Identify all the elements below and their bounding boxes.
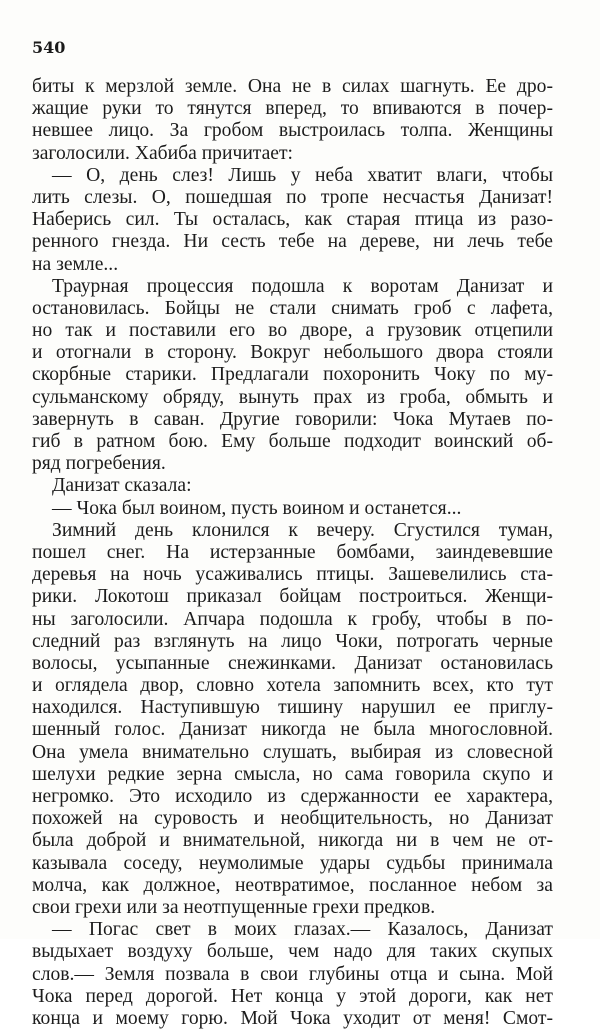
text-line: негромко. Это исходило из сдержанности ее характера, xyxy=(32,786,553,807)
text-line: — Погас свет в моих глазах.— Казалось, Данизат xyxy=(52,919,553,941)
text-line: ренного гнезда. Ни сесть тебе на дереве, ни лечь тебе xyxy=(32,231,553,253)
text-line: но так и поставили его во дворе, а грузовик отцепили xyxy=(32,320,553,342)
text-line: невшее лицо. За гробом выстроилась толпа. Женщины xyxy=(32,120,553,142)
text-line: была доброй и внимательной, никогда ни в чем не от- xyxy=(32,830,553,852)
page-number: 540 xyxy=(32,38,66,57)
text-line: конца и моему горю. Мой Чока уходит от меня! Смот- xyxy=(32,1007,553,1029)
text-line: Зимний день клонился к вечеру. Сгустился туман, xyxy=(52,519,553,541)
text-line: Наберись сил. Ты осталась, как старая птица из разо- xyxy=(32,209,553,231)
text-line: деревья на ночь усаживались птицы. Зашевелились ста- xyxy=(32,564,553,586)
text-line: слов.— Земля позвала в свои глубины отца и сына. Мой xyxy=(32,963,553,985)
text-line: выдыхает воздуху больше, чем надо для таких скупых xyxy=(32,941,553,963)
text-line: ны заголосили. Апчара подошла к гробу, чтобы в по- xyxy=(32,608,553,630)
text-line: — Чока был воином, пусть воином и останется... xyxy=(52,497,462,519)
text-line: на земле... xyxy=(32,253,119,275)
text-line: Чока перед дорогой. Нет конца у этой дороги, как нет xyxy=(32,985,553,1007)
text-line: биты к мерзлой земле. Она не в силах шагнуть. Ее дро- xyxy=(32,76,553,97)
text-line: Она умела внимательно слушать, выбирая из словесной xyxy=(32,741,553,763)
body-text xyxy=(32,76,553,1030)
text-line: шелухи редкие зерна смысла, но сама говорила скупо и xyxy=(32,763,553,785)
text-line: рики. Локотош приказал бойцам построиться. Женщи- xyxy=(32,586,553,608)
text-line: остановилась. Бойцы не стали снимать гроб с лафета, xyxy=(32,297,553,319)
text-line: пошел снег. На истерзанные бомбами, заиндевевшие xyxy=(32,541,553,563)
text-line: ряд погребения. xyxy=(32,453,166,475)
text-line: заголосили. Хабиба причитает: xyxy=(32,142,294,164)
text-line: — О, день слез! Лишь у неба хватит влаги, чтобы xyxy=(52,164,553,186)
text-line: казывала соседу, неумолимые удары судьбы принимала xyxy=(32,852,553,874)
text-line: скорбные старики. Предлагали похоронить Чоку по му- xyxy=(32,364,553,386)
text-line: завернуть в саван. Другие говорили: Чока Мутаев по- xyxy=(32,408,553,430)
text-line: сульманскому обряду, вынуть прах из гроба, обмыть и xyxy=(32,386,553,408)
text-line: находился. Наступившую тишину нарушил ее приглу- xyxy=(32,697,553,719)
text-line: Траурная процессия подошла к воротам Данизат и xyxy=(52,275,553,297)
text-line: шенный голос. Данизат никогда не была многословной. xyxy=(32,719,553,741)
text-line: лить слезы. О, пошедшая по тропе несчастья Данизат! xyxy=(32,186,553,208)
text-line: гиб в ратном бою. Ему больше подходит воинский об- xyxy=(32,431,553,452)
text-line: жащие руки то тянутся вперед, то впиваются в почер- xyxy=(32,98,553,120)
text-line: свои грехи или за неотпущенные грехи предков. xyxy=(32,896,436,918)
text-line: и отогнали в сторону. Вокруг небольшого двора стояли xyxy=(32,342,553,364)
text-line: волосы, усыпанные снежинками. Данизат остановилась xyxy=(32,652,553,674)
text-line: похожей на суровость и необщительность, но Данизат xyxy=(32,808,553,830)
text-line: молча, как должное, неотвратимое, посланное небом за xyxy=(32,874,553,896)
text-line: следний раз взглянуть на лицо Чоки, потрогать черные xyxy=(32,630,553,652)
text-line: и оглядела двор, словно хотела запомнить всех, кто тут xyxy=(32,675,553,697)
text-line: Данизат сказала: xyxy=(52,475,192,497)
